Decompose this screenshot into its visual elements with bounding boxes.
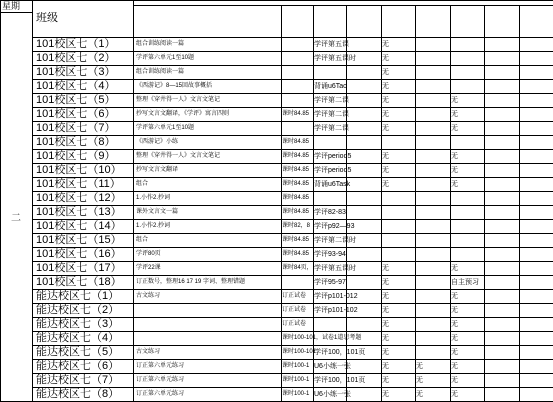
class-name: 101校区七（18）: [36, 276, 122, 288]
assignment-chinese: 学评第六单元1至10题: [136, 125, 195, 131]
assignment-chinese: 学评第六单元1至10题: [136, 55, 195, 61]
assignment-subject-7: 无: [451, 181, 458, 188]
assignment-subject-7: 无: [451, 265, 458, 272]
class-name: 能达校区七（7）: [36, 374, 120, 386]
assignment-chinese: 组合: [136, 181, 149, 187]
assignment-english: 背诵u6Tac: [314, 83, 347, 90]
assignment-english: 学评p101-012: [314, 293, 358, 300]
class-name: 101校区七（6）: [36, 108, 116, 120]
class-name: 101校区七（14）: [36, 220, 122, 232]
row-divider: [0, 12, 32, 13]
assignment-chinese: 订正第六单元练习: [136, 391, 185, 397]
class-name: 能达校区七（3）: [36, 318, 120, 330]
column-divider: [381, 5, 382, 402]
assignment-subject-7: 无: [451, 321, 458, 328]
assignment-english: 学评100，101页: [314, 349, 366, 356]
assignment-subject-5: 无: [382, 335, 389, 342]
assignment-english: U6小练一张: [314, 391, 351, 398]
assignment-subject-7: 无: [451, 363, 458, 370]
assignment-english: 学评第二课: [314, 111, 349, 118]
assignment-chinese: 订正数号，整理16 17 19 字词、整理错题: [136, 279, 246, 285]
assignment-subject-7: 无: [451, 335, 458, 342]
assignment-chinese: 抄写文言文翻译: [136, 167, 179, 173]
assignment-subject-5: 无: [382, 363, 389, 370]
assignment-subject-5: 无: [382, 111, 389, 118]
class-name: 101校区七（10）: [36, 164, 122, 176]
assignment-english: 学评93-94: [314, 251, 346, 258]
assignment-english: 学评period5: [314, 153, 352, 160]
assignment-subject-5: 无: [382, 279, 389, 286]
assignment-subject-7: 无: [451, 167, 458, 174]
column-divider: [346, 5, 347, 402]
assignment-subject-5: 无: [382, 153, 389, 160]
class-name: 101校区七（16）: [36, 248, 122, 260]
assignment-subject-7: 无: [451, 391, 458, 398]
assignment-english: 学评period5: [314, 167, 352, 174]
class-name: 101校区七（8）: [36, 136, 116, 148]
assignment-chinese: 整理《穿井得一人》文言文笔记: [136, 153, 221, 159]
assignment-subject-5: 无: [382, 293, 389, 300]
column-divider: [313, 5, 314, 402]
assignment-subject-5: 无: [382, 97, 389, 104]
assignment-math: 课时100-1: [282, 363, 310, 369]
assignment-subject-5: 无: [382, 55, 389, 62]
assignment-subject-5: 无: [382, 391, 389, 398]
assignment-math: 课时84.85: [282, 153, 310, 159]
assignment-subject-7: 无: [451, 97, 458, 104]
assignment-subject-7: 无: [451, 377, 458, 384]
row-divider: [133, 5, 553, 6]
assignment-english: 学评p101-102: [314, 307, 358, 314]
column-divider: [450, 5, 451, 402]
assignment-chinese: 古文练习: [136, 293, 161, 299]
class-name: 能达校区七（6）: [36, 360, 120, 372]
weekday-value: 二: [11, 213, 21, 224]
assignment-english: 学评第五课时: [314, 55, 356, 62]
assignment-math: 课时82，8: [282, 223, 311, 229]
assignment-subject-6: 无: [416, 391, 423, 398]
assignment-chinese: 《西游记》8—15回故事概括: [136, 83, 213, 89]
class-name: 101校区七（1）: [36, 38, 116, 50]
assignment-chinese: 课外文言文一篇: [136, 209, 179, 215]
column-divider: [415, 5, 416, 402]
assignment-math: 订正试卷: [282, 321, 307, 327]
class-name: 能达校区七（8）: [36, 388, 120, 400]
assignment-subject-7: 无: [451, 349, 458, 356]
assignment-english: 学评p92—93: [314, 223, 355, 230]
class-name: 101校区七（4）: [36, 80, 116, 92]
assignment-subject-5: 无: [382, 265, 389, 272]
assignment-english: 学评100，101页: [314, 377, 366, 384]
assignment-subject-6: 无: [416, 363, 423, 370]
assignment-subject-5: 无: [382, 349, 389, 356]
assignment-subject-5: 无: [382, 125, 389, 132]
class-name: 能达校区七（2）: [36, 304, 120, 316]
assignment-subject-5: 无: [382, 83, 389, 90]
assignment-subject-7: 无: [451, 125, 458, 132]
class-name: 101校区七（9）: [36, 150, 116, 162]
assignment-subject-7: 无: [451, 307, 458, 314]
assignment-english: 学评第二课: [314, 125, 349, 132]
assignment-chinese: 整理《穿井得一人》文言文笔记: [136, 97, 221, 103]
assignment-subject-5: 无: [382, 181, 389, 188]
assignment-subject-5: 无: [382, 41, 389, 48]
assignment-chinese: 古文练习: [136, 349, 161, 355]
class-name: 101校区七（3）: [36, 66, 116, 78]
class-name: 101校区七（12）: [36, 192, 122, 204]
assignment-math: 课时100-1: [282, 377, 310, 383]
assignment-english: 学评95-97: [314, 279, 346, 286]
assignment-subject-7: 无: [451, 153, 458, 160]
assignment-math: 课时100-101，试卷1道思考题: [282, 335, 362, 341]
assignment-math: 课时100-101: [282, 349, 317, 355]
assignment-chinese: 1.小作2.抄词: [136, 195, 171, 201]
assignment-math: 课时84.85: [282, 251, 310, 257]
assignment-math: 课时84.85: [282, 195, 310, 201]
class-header: 班级: [36, 12, 58, 24]
assignment-math: 订正试卷: [282, 293, 307, 299]
class-name: 能达校区七（4）: [36, 332, 120, 344]
assignment-english: 学评第五课时: [314, 265, 356, 272]
column-divider: [281, 5, 282, 402]
assignment-subject-7: 无: [451, 111, 458, 118]
class-name: 101校区七（11）: [36, 178, 121, 190]
assignment-english: U6小练一张: [314, 363, 351, 370]
class-name: 能达校区七（5）: [36, 346, 120, 358]
class-name: 101校区七（2）: [36, 52, 116, 64]
assignment-math: 课时84.85: [282, 111, 310, 117]
class-name: 101校区七（17）: [36, 262, 122, 274]
assignment-english: 背诵u6Task: [314, 181, 351, 188]
assignment-chinese: 组合训练阅读一篇: [136, 41, 185, 47]
assignment-subject-5: 无: [382, 321, 389, 328]
assignment-english: 学评第五课: [314, 41, 349, 48]
assignment-subject-7: 自主预习: [451, 279, 479, 286]
class-name: 能达校区七（1）: [36, 290, 120, 302]
assignment-chinese: 抄写文言文翻译，《学评》寓言四则: [136, 111, 230, 117]
assignment-chinese: 组合训练阅读一篇: [136, 69, 185, 75]
column-divider: [0, 0, 1, 402]
assignment-chinese: 学评80页: [136, 251, 161, 257]
assignment-math: 课时84.85: [282, 181, 310, 187]
assignment-math: 课时100-1: [282, 391, 310, 397]
column-divider: [133, 0, 134, 402]
assignment-subject-5: 无: [382, 377, 389, 384]
column-divider: [32, 0, 33, 402]
assignment-english: 学评第二课: [314, 97, 349, 104]
class-name: 101校区七（5）: [36, 94, 116, 106]
assignment-chinese: 1.小作2.抄词: [136, 223, 171, 229]
assignment-english: 学评82-83: [314, 209, 346, 216]
weekday-header: 星期: [2, 1, 21, 11]
assignment-subject-6: 无: [416, 377, 423, 384]
assignment-chinese: 《西游记》小练: [136, 139, 179, 145]
class-name: 101校区七（15）: [36, 234, 122, 246]
assignment-subject-5: 无: [382, 307, 389, 314]
assignment-chinese: 学评22课: [136, 265, 161, 271]
class-name: 101校区七（7）: [36, 122, 116, 134]
column-divider: [484, 5, 485, 402]
assignment-subject-5: 无: [382, 69, 389, 76]
assignment-chinese: 组合: [136, 237, 149, 243]
assignment-math: 订正试卷: [282, 307, 307, 313]
assignment-chinese: 订正第六单元练习: [136, 363, 185, 369]
assignment-math: 课时84页，: [282, 265, 313, 271]
assignment-math: 课时84.85: [282, 209, 310, 215]
assignment-math: 课时84.85: [282, 167, 310, 173]
assignment-subject-5: 无: [382, 167, 389, 174]
assignment-math: 课时84.85: [282, 237, 310, 243]
assignment-english: 学评第二课时: [314, 237, 356, 244]
column-divider: [519, 5, 520, 402]
assignment-chinese: 订正第六单元练习: [136, 377, 185, 383]
assignment-subject-7: 无: [451, 293, 458, 300]
class-name: 101校区七（13）: [36, 206, 122, 218]
row-divider: [0, 0, 553, 1]
assignment-math: 课时84.85: [282, 139, 310, 145]
